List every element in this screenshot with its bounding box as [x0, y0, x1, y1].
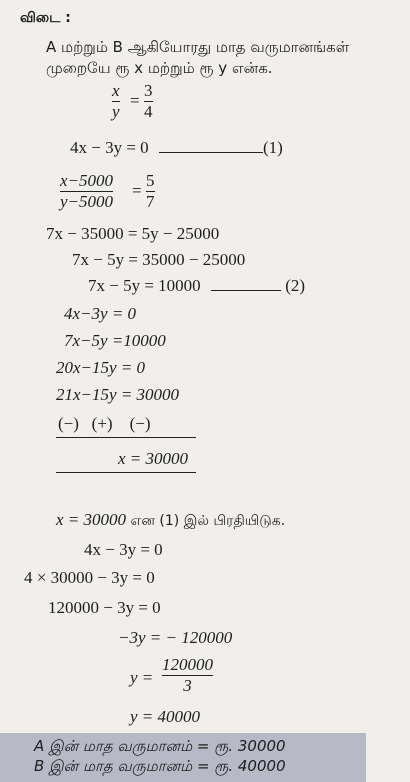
result-x: x = 30000 [118, 449, 189, 468]
intro-line-2: முறையே ரூ x மற்றும் ரூ y என்க. [46, 59, 273, 77]
ratio-1-rhs-denominator: 4 [144, 102, 153, 121]
ratio-2-denominator: y−5000 [60, 192, 114, 211]
substitution-x: x = 30000 [56, 510, 127, 529]
equation-2-tag: (2) [285, 276, 306, 295]
intro-line-1: A மற்றும் B ஆகியோரது மாத வருமானங்கள் [46, 38, 350, 56]
blank-line [211, 276, 281, 291]
sub-eq-3: 120000 − 3y = 0 [48, 598, 161, 617]
equation-1-tag: (1) [262, 138, 283, 157]
result-y: y = 40000 [130, 707, 201, 726]
step-expand: 7x − 35000 = 5y − 25000 [46, 224, 220, 243]
sub-eq-2: 4 × 30000 − 3y = 0 [24, 568, 155, 587]
blank-line [159, 138, 263, 153]
system-eq-1: 4x−3y = 0 [64, 304, 137, 323]
ratio-2-rhs [146, 172, 155, 211]
equation-2-text: 7x − 5y = 10000 [88, 276, 201, 295]
ratio-1-numerator: x [112, 81, 120, 100]
ratio-2-rhs-numerator: 5 [146, 171, 155, 190]
equation-1 [70, 138, 283, 158]
equals-sign: = [132, 181, 142, 200]
system-eq-2: 7x−5y =10000 [64, 331, 166, 350]
substitution-note [56, 510, 285, 531]
ratio-2-rhs-denominator: 7 [146, 192, 155, 211]
multiplied-eq-2: 21x−15y = 30000 [56, 385, 180, 404]
ratio-1-lhs [112, 82, 120, 121]
subtraction-signs: (−) (+) (−) [58, 414, 151, 433]
y-fraction-denominator: 3 [183, 676, 192, 695]
answer-heading: விடை : [20, 10, 71, 26]
rule-line [56, 472, 196, 473]
ratio-1-rhs [144, 82, 153, 121]
ratio-1-rhs-numerator: 3 [144, 81, 153, 100]
sub-eq-4: −3y = − 120000 [118, 628, 233, 647]
ratio-2-lhs [60, 172, 113, 211]
equation-2 [88, 276, 305, 296]
multiplied-eq-1: 20x−15y = 0 [56, 358, 146, 377]
ratio-2-numerator: x−5000 [60, 171, 114, 190]
y-fraction-numerator: 120000 [162, 655, 213, 674]
y-equals: y = [130, 668, 154, 687]
summary-box [0, 733, 366, 782]
substitution-text: என (1) இல் பிரதியிடுக. [126, 513, 286, 529]
rule-line [56, 437, 196, 438]
y-fraction [162, 656, 213, 695]
summary-line-b: B இன் மாத வருமானம் = ரூ. 40000 [34, 757, 286, 775]
step-rearrange: 7x − 5y = 35000 − 25000 [72, 250, 246, 269]
summary-line-a: A இன் மாத வருமானம் = ரூ. 30000 [34, 737, 286, 755]
equals-sign: = [130, 91, 140, 110]
ratio-1-denominator: y [112, 102, 120, 121]
equation-1-text: 4x − 3y = 0 [70, 138, 149, 157]
sub-eq-1: 4x − 3y = 0 [84, 540, 163, 559]
